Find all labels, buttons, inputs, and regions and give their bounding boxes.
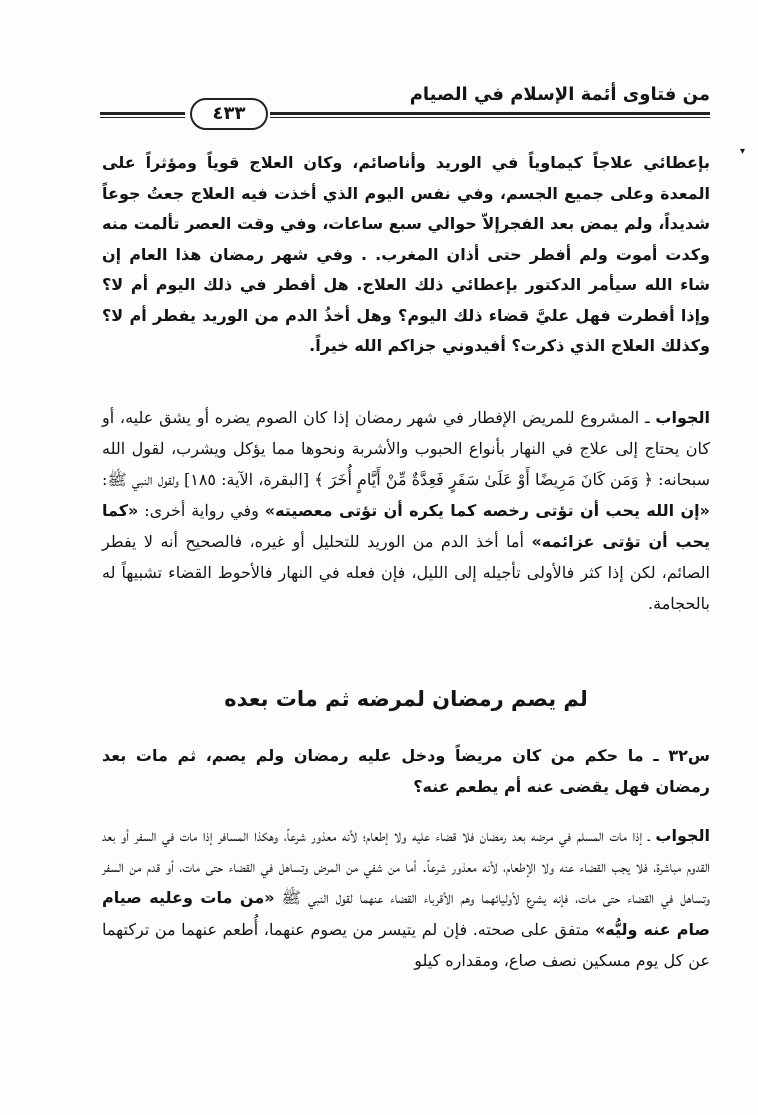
header-rule-left — [100, 112, 185, 118]
answer-text: وفي رواية أخرى: — [138, 501, 265, 520]
answer-citation: [البقرة، الآية: ١٨٥] ولقول النبي ﷺ: — [102, 470, 315, 489]
answer-label: الجواب — [655, 826, 710, 845]
hadith-quote: «إن الله يحب أن تؤتى رخصه كما يكره أن تؤتى معصيته» — [264, 501, 711, 520]
hadith-quote: «من مات وعليه صيام صام عنه وليُّه» — [102, 888, 710, 939]
page-header — [100, 84, 710, 124]
answer-text: ـ المشروع للمريض الإفطار في شهر رمضان إذا كان الصوم يضره أو يشق عليه، أو كان يحتاج إلى علاج في النهار بأنواع الحبوب والأشربة ونحوها مما يؤكل ويشرب، لقول الله سبحانه: — [102, 408, 711, 489]
quran-verse: ﴿ وَمَن كَانَ مَرِيضًا أَوْ عَلَىٰ سَفَرٍ فَعِدَّةٌ مِّنْ أَيَّامٍ أُخَرَ ﴾ — [314, 470, 654, 489]
page-number: ٤٣٣ — [190, 98, 268, 130]
answer-label: الجواب — [655, 408, 710, 427]
answer-paragraph — [102, 820, 710, 976]
answer-paragraph — [102, 402, 710, 619]
running-title: من فتاوى أئمة الإسلام في الصيام — [409, 84, 710, 105]
hadith-quote: «كما يحب أن تؤتى عزائمه» — [102, 501, 710, 551]
question-paragraph: س٣٢ ـ ما حكم من كان مريضاً ودخل عليه رمضان ولم يصم، ثم مات بعد رمضان فهل يقضى عنه أم يطعم عنه؟ — [102, 746, 710, 796]
margin-mark: ▾ — [740, 146, 746, 157]
answer-text: أما أخذ الدم من الوريد للتحليل أو غيره، فالصحيح أنه لا يفطر الصائم، لكن إذا كثر فالأولى تأجيله إلى الليل، فإن فعله في النهار فالأحوط القضاء تشبيهاً له بالحجامة. — [102, 532, 710, 613]
question-text: بإعطائي علاجاً كيماوياً في الوريد وأناصائم، وكان العلاج قوياً ومؤثراً على المعدة وعلى جميع الجسم، وفي نفس اليوم الذي أخذت فيه العلاج جعتُ جوعاً شديداً، ولم يمض بعد الفجرإلاّ حوالي سبع ساعات، وفي وقت العصر تألمت منه وكدت أموت ولم أفطر حتى أذان المغرب. . وفي شهر رمضان هذا العام إن شاء الله سيأمر الدكتور بإعطائي ذلك العلاج. هل أفطر في ذلك اليوم أم لا؟ وإذا أفطرت فهل عليَّ قضاء ذلك اليوم؟ وهل أخذُ الدم من الوريد يفطر أم لا؟ وكذلك العلاج الذي ذكرت؟ أفيدوني جزاكم الله خيراً. — [102, 153, 710, 355]
answer-text: ـ إذا مات المسلم في مرضه بعد رمضان فلا قضاء عليه ولا إطعام؛ لأنه معذور شرعاً، وهكذا المسافر إذا مات في السفر أو بعد القدوم مباشرة، فلا يجب القضاء عنه ولا الإطعام، لأنه معذور شرعاً. أما من شفي من المرض وتساهل في القضاء حتى مات، أو قدم من السفر وتساهل في القضاء حتى مات، فإنه يشرع لأوليائهما وهم الأقرباء القضاء عنهما لقول النبي ﷺ — [102, 826, 710, 908]
header-rule-right — [270, 112, 710, 118]
answer-text: متفق على صحته. فإن لم يتيسر من يصوم عنهما، أُطعم عنهما من تركتهما عن كل يوم مسكين نصف صاع، ومقداره كيلو — [102, 919, 710, 970]
section-heading: لم يصم رمضان لمرضه ثم مات بعده — [224, 687, 588, 711]
